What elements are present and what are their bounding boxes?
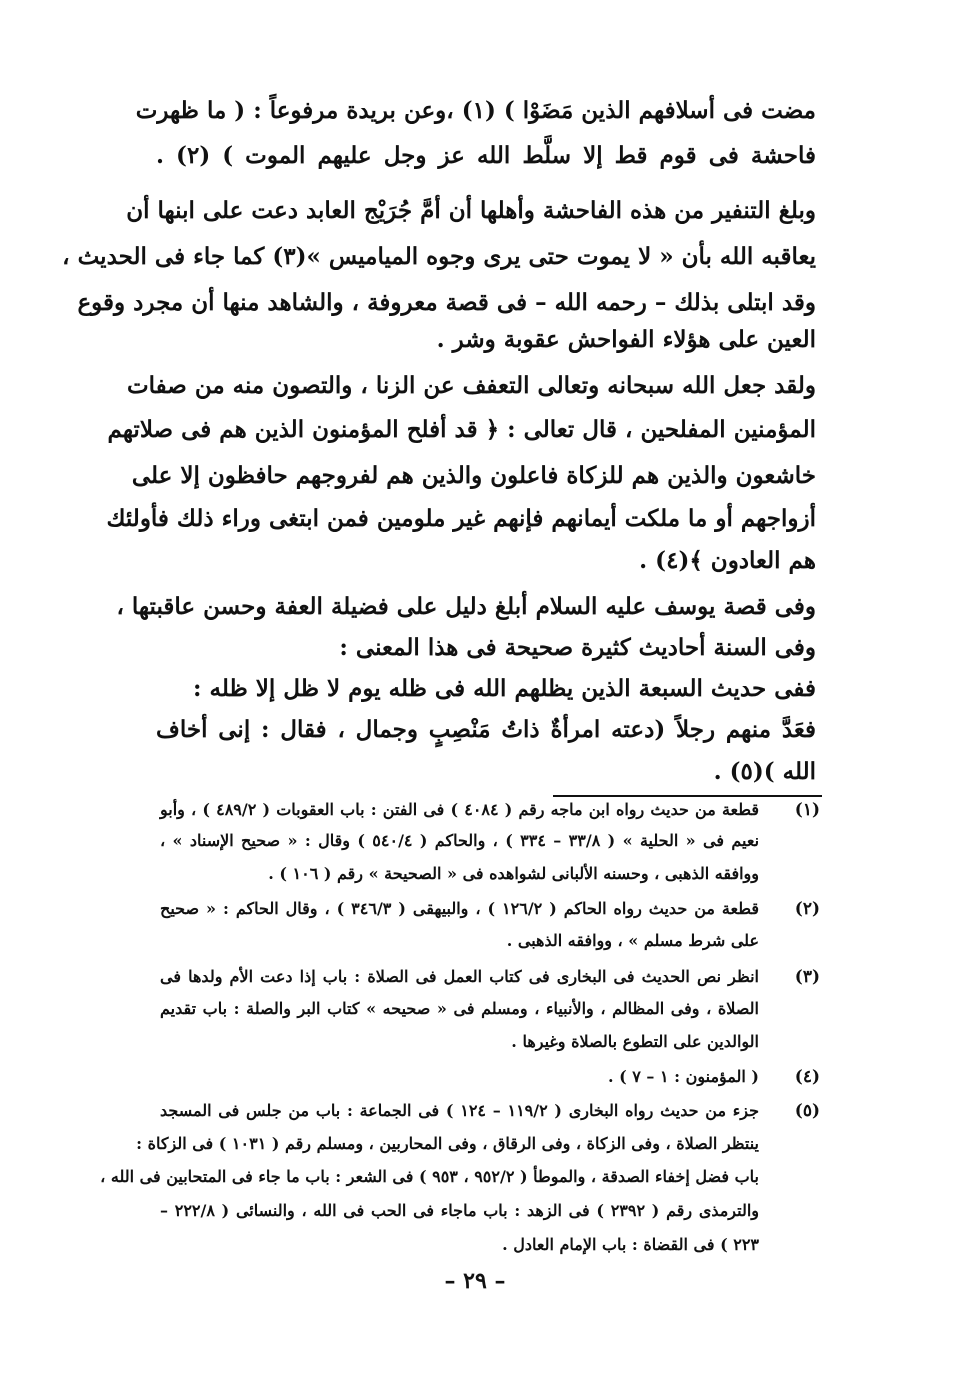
body-line-6: العين على هؤلاء الفواحش عقوبة وشر . bbox=[436, 326, 816, 353]
body-line-12: وفى قصة يوسف عليه السلام أبلغ دليل على فضيلة العفة وحسن عاقبتها ، bbox=[116, 593, 816, 620]
body-line-1: مضت فى أسلافهم الذين مَضَوْا ) (١) ،وعن بريدة مرفوعاً : ( ما ظهرت bbox=[135, 97, 816, 124]
body-line-13: وفى السنة أحاديث كثيرة صحيحة فى هذا المعنى : bbox=[339, 634, 816, 661]
body-line-16: الله )(٥) . bbox=[713, 758, 816, 785]
footnote-line: الصلاة ، وفى المظالم ، والأنبياء ، ومسلم فى « صحيحه » كتاب البر والصلة : باب تقديم bbox=[160, 999, 759, 1018]
body-line-15: فعَدَّ منهم رجلاً (دعته امرأةٌ ذاتُ مَنْصِبٍ وجمال ، فقال : إنى أخاف bbox=[156, 716, 816, 743]
body-line-7: ولقد جعل الله سبحانه وتعالى التعفف عن الزنا ، والتصون منه من صفات bbox=[126, 372, 816, 399]
footnote-number: (١) bbox=[794, 800, 820, 820]
footnote-line: انظر نص الحديث فى البخارى فى كتاب العمل فى الصلاة : باب إذا دعت الأم ولدها فى bbox=[160, 967, 759, 986]
footnote-line: ووافقه الذهبى ، وحسنه الألبانى لشواهده فى « الصحيحة » رقم ( ١٠٦ ) . bbox=[268, 864, 759, 883]
footnote-line: الوالدين على التطوع بالصلاة وغيرها . bbox=[511, 1032, 759, 1051]
page-number: – ٢٩ – bbox=[444, 1268, 506, 1294]
body-line-3: وبلغ التنفير من هذه الفاحشة وأهلها أن أمَّ جُرَيْج العابد دعت على ابنها أن bbox=[126, 197, 816, 224]
footnote-line: على شرط مسلم » ، ووافقه الذهبى . bbox=[506, 931, 759, 950]
body-line-11: هم العادون ﴾(٤) . bbox=[639, 547, 816, 574]
footnote-line: والترمذى رقم ( ٢٣٩٢ ) فى الزهد : باب ماجاء فى الحب فى الله ، والنسائى ( ٢٢٢/٨ – bbox=[160, 1201, 760, 1220]
footnote-number: (٣) bbox=[794, 967, 820, 987]
body-line-8: المؤمنين المفلحين ، قال تعالى : ﴿ قد أفلح المؤمنون الذين هم فى صلاتهم bbox=[107, 416, 816, 443]
body-line-9: خاشعون والذين هم للزكاة فاعلون والذين هم لفروجهم حافظون إلا على bbox=[131, 462, 816, 489]
body-line-5: وقد ابتلى بذلك – رحمه الله – فى قصة معروفة ، والشاهد منها أن مجرد وقوع bbox=[77, 289, 816, 316]
footnote-line: جزء من حديث رواه البخارى ( ١١٩/٢ – ١٢٤ ) فى الجماعة : باب من جلس فى المسجد bbox=[160, 1101, 759, 1120]
body-line-10: أزواجهم أو ما ملكت أيمانهم فإنهم غير ملومين فمن ابتغى وراء ذلك فأولئك bbox=[106, 505, 816, 532]
footnote-number: (٤) bbox=[794, 1067, 820, 1087]
footnote-line: نعيم فى « الحلية » ( ٣٣/٨ – ٣٣٤ ) ، والحاكم ( ٥٤٠/٤ ) وقال : « صحيح الإسناد » ، bbox=[160, 831, 760, 850]
body-line-14: ففى حديث السبعة الذين يظلهم الله فى ظله يوم لا ظل إلا ظله : bbox=[193, 675, 816, 702]
footnote-line: باب فضل إخفاء الصدقة ، والموطأ ( ٩٥٢/٢ ، ٩٥٣ ) فى الشعر : باب ما جاء فى المتحابين فى الله ، bbox=[100, 1167, 759, 1186]
body-line-2: فاحشة فى قوم قط إلا سلَّط الله عز وجل عليهم الموت ) (٢) . bbox=[156, 142, 817, 169]
footnote-number: (٥) bbox=[794, 1101, 820, 1121]
body-line-4: يعاقبه الله بأن « لا يموت حتى يرى وجوه المياميس »(٣) كما جاء فى الحديث ، bbox=[62, 243, 816, 270]
footnote-line: ( المؤمنون : ١ – ٧ ) . bbox=[607, 1067, 759, 1086]
footnote-number: (٢) bbox=[794, 899, 820, 919]
footnote-line: ٢٢٣ ) فى القضاة : باب الإمام العادل . bbox=[502, 1235, 759, 1254]
footnote-line: قطعة من حديث رواه ابن ماجه رقم ( ٤٠٨٤ ) فى الفتن : باب العقوبات ( ٤٨٩/٢ ) ، وأبو bbox=[160, 800, 760, 819]
footnote-line: قطعة من حديث رواه الحاكم ( ١٢٦/٢ ) ، والبيهقى ( ٣٤٦/٣ ) ، وقال الحاكم : « صحيح bbox=[160, 899, 759, 918]
footnote-line: ينتظر الصلاة ، وفى الزكاة ، وفى الرقاق ، وفى المحاربين ، ومسلم رقم ( ١٠٣١ ) فى الزكاة : bbox=[136, 1134, 759, 1153]
